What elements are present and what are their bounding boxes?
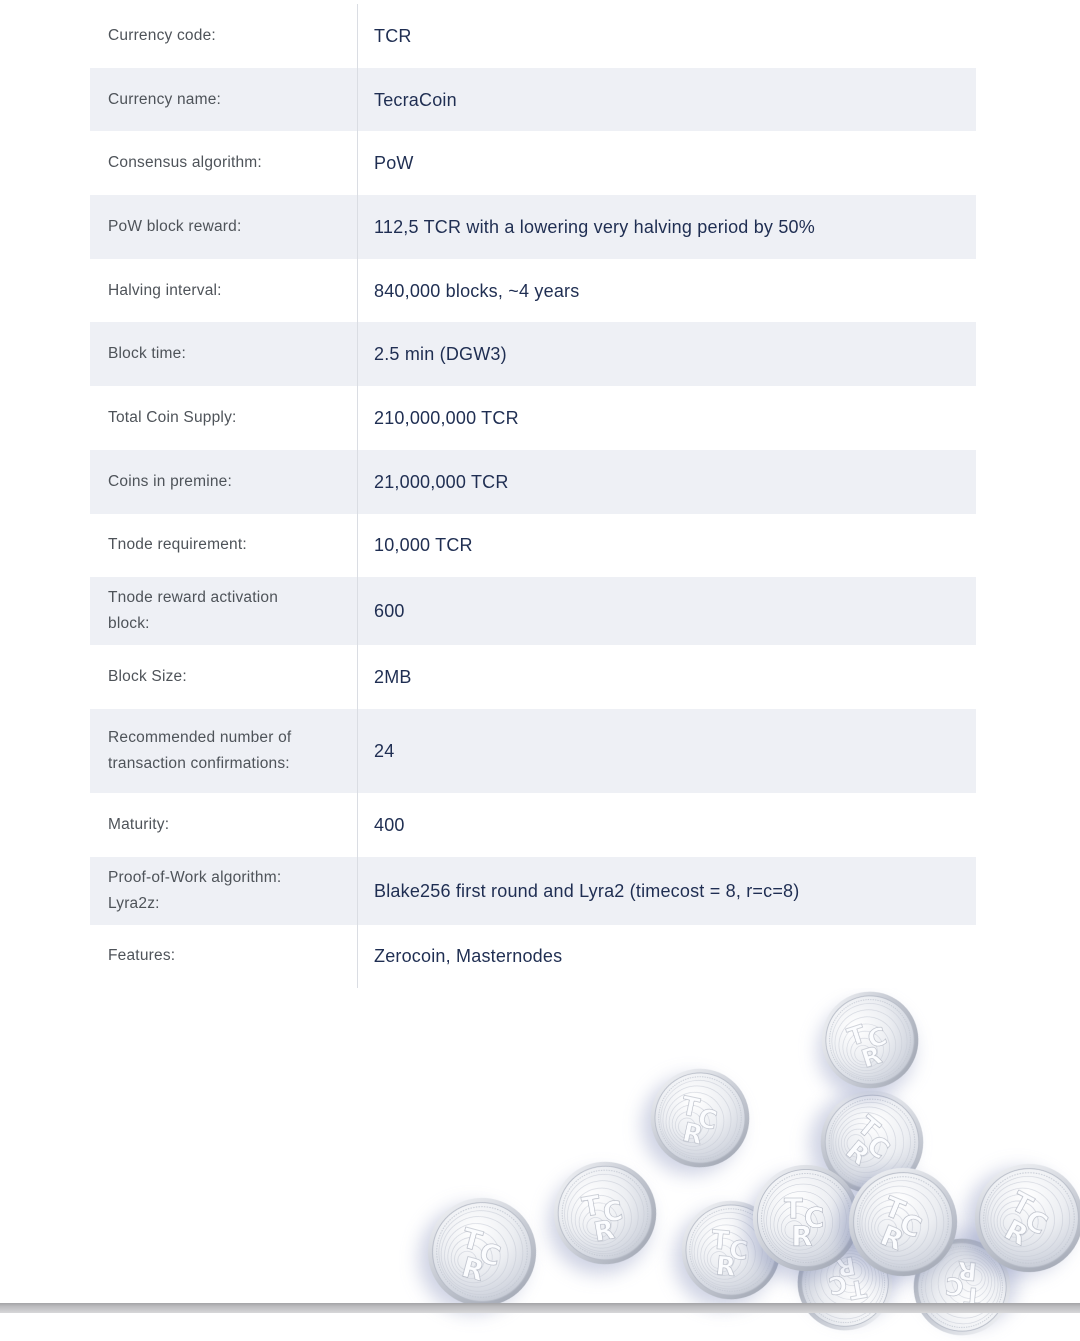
- spec-label: Recommended number of transaction confirmations:: [90, 709, 358, 793]
- spec-row-halving-interval: [90, 259, 976, 323]
- tcr-coin: [751, 1163, 861, 1273]
- spec-value: 2MB: [374, 667, 412, 688]
- spec-value: Blake256 first round and Lyra2 (timecost = 8, r=c=8): [374, 880, 800, 901]
- spec-value: 2.5 min (DGW3): [374, 344, 507, 365]
- tcr-coin: [640, 1058, 761, 1179]
- spec-label: Block Size:: [90, 645, 358, 709]
- spec-label: Tnode requirement:: [90, 514, 358, 578]
- spec-row-currency-name: [90, 68, 976, 132]
- spec-value: 210,000,000 TCR: [374, 407, 519, 428]
- spec-label: Tnode reward activation block:: [90, 577, 358, 645]
- spec-label: Proof-of-Work algorithm: Lyra2z:: [90, 857, 358, 925]
- spec-label: Currency name:: [90, 68, 358, 132]
- spec-row-consensus-algorithm: [90, 131, 976, 195]
- footer-divider-bar: [0, 1303, 1080, 1313]
- spec-row-tnode-requirement: [90, 514, 976, 578]
- tcr-coin: [953, 1142, 1080, 1293]
- spec-label: PoW block reward:: [90, 195, 358, 259]
- spec-row-maturity: [90, 793, 976, 857]
- spec-label: Block time:: [90, 322, 358, 386]
- tcr-coin: [413, 1183, 550, 1320]
- spec-row-features: [90, 925, 976, 989]
- specs-table: [90, 4, 976, 988]
- spec-value: PoW: [374, 153, 414, 174]
- spec-row-tnode-reward-activation-block: [90, 577, 976, 645]
- tcr-coin: [788, 1226, 902, 1340]
- spec-row-coins-in-premine: [90, 450, 976, 514]
- spec-value: TecraCoin: [374, 89, 457, 110]
- spec-value: 600: [374, 601, 405, 622]
- tcr-coin: [544, 1152, 667, 1275]
- spec-row-block-time: [90, 322, 976, 386]
- spec-row-total-coin-supply: [90, 386, 976, 450]
- spec-value: TCR: [374, 25, 412, 46]
- tcr-coin: [676, 1195, 787, 1306]
- spec-value: Zerocoin, Masternodes: [374, 946, 563, 967]
- spec-value: 10,000 TCR: [374, 535, 473, 556]
- spec-label: Consensus algorithm:: [90, 131, 358, 195]
- spec-row-block-size: [90, 645, 976, 709]
- spec-label: Halving interval:: [90, 259, 358, 323]
- tcr-coin: [807, 977, 933, 1103]
- spec-label: Features:: [90, 925, 358, 989]
- spec-value: 24: [374, 740, 395, 761]
- spec-label: Maturity:: [90, 793, 358, 857]
- spec-row-pow-algorithm: [90, 857, 976, 925]
- spec-label: Total Coin Supply:: [90, 386, 358, 450]
- spec-value: 21,000,000 TCR: [374, 471, 509, 492]
- spec-value: 840,000 blocks, ~4 years: [374, 280, 580, 301]
- spec-row-pow-block-reward: [90, 195, 976, 259]
- spec-row-recommended-confirmations: [90, 709, 976, 793]
- tcr-coin: [830, 1149, 976, 1295]
- tcr-coin: [908, 1233, 1016, 1341]
- tcr-coin: [797, 1067, 946, 1216]
- spec-row-currency-code: [90, 4, 976, 68]
- spec-value: 400: [374, 814, 405, 835]
- spec-label: Coins in premine:: [90, 450, 358, 514]
- spec-value: 112,5 TCR with a lowering very halving period by 50%: [374, 216, 815, 237]
- spec-label: Currency code:: [90, 4, 358, 68]
